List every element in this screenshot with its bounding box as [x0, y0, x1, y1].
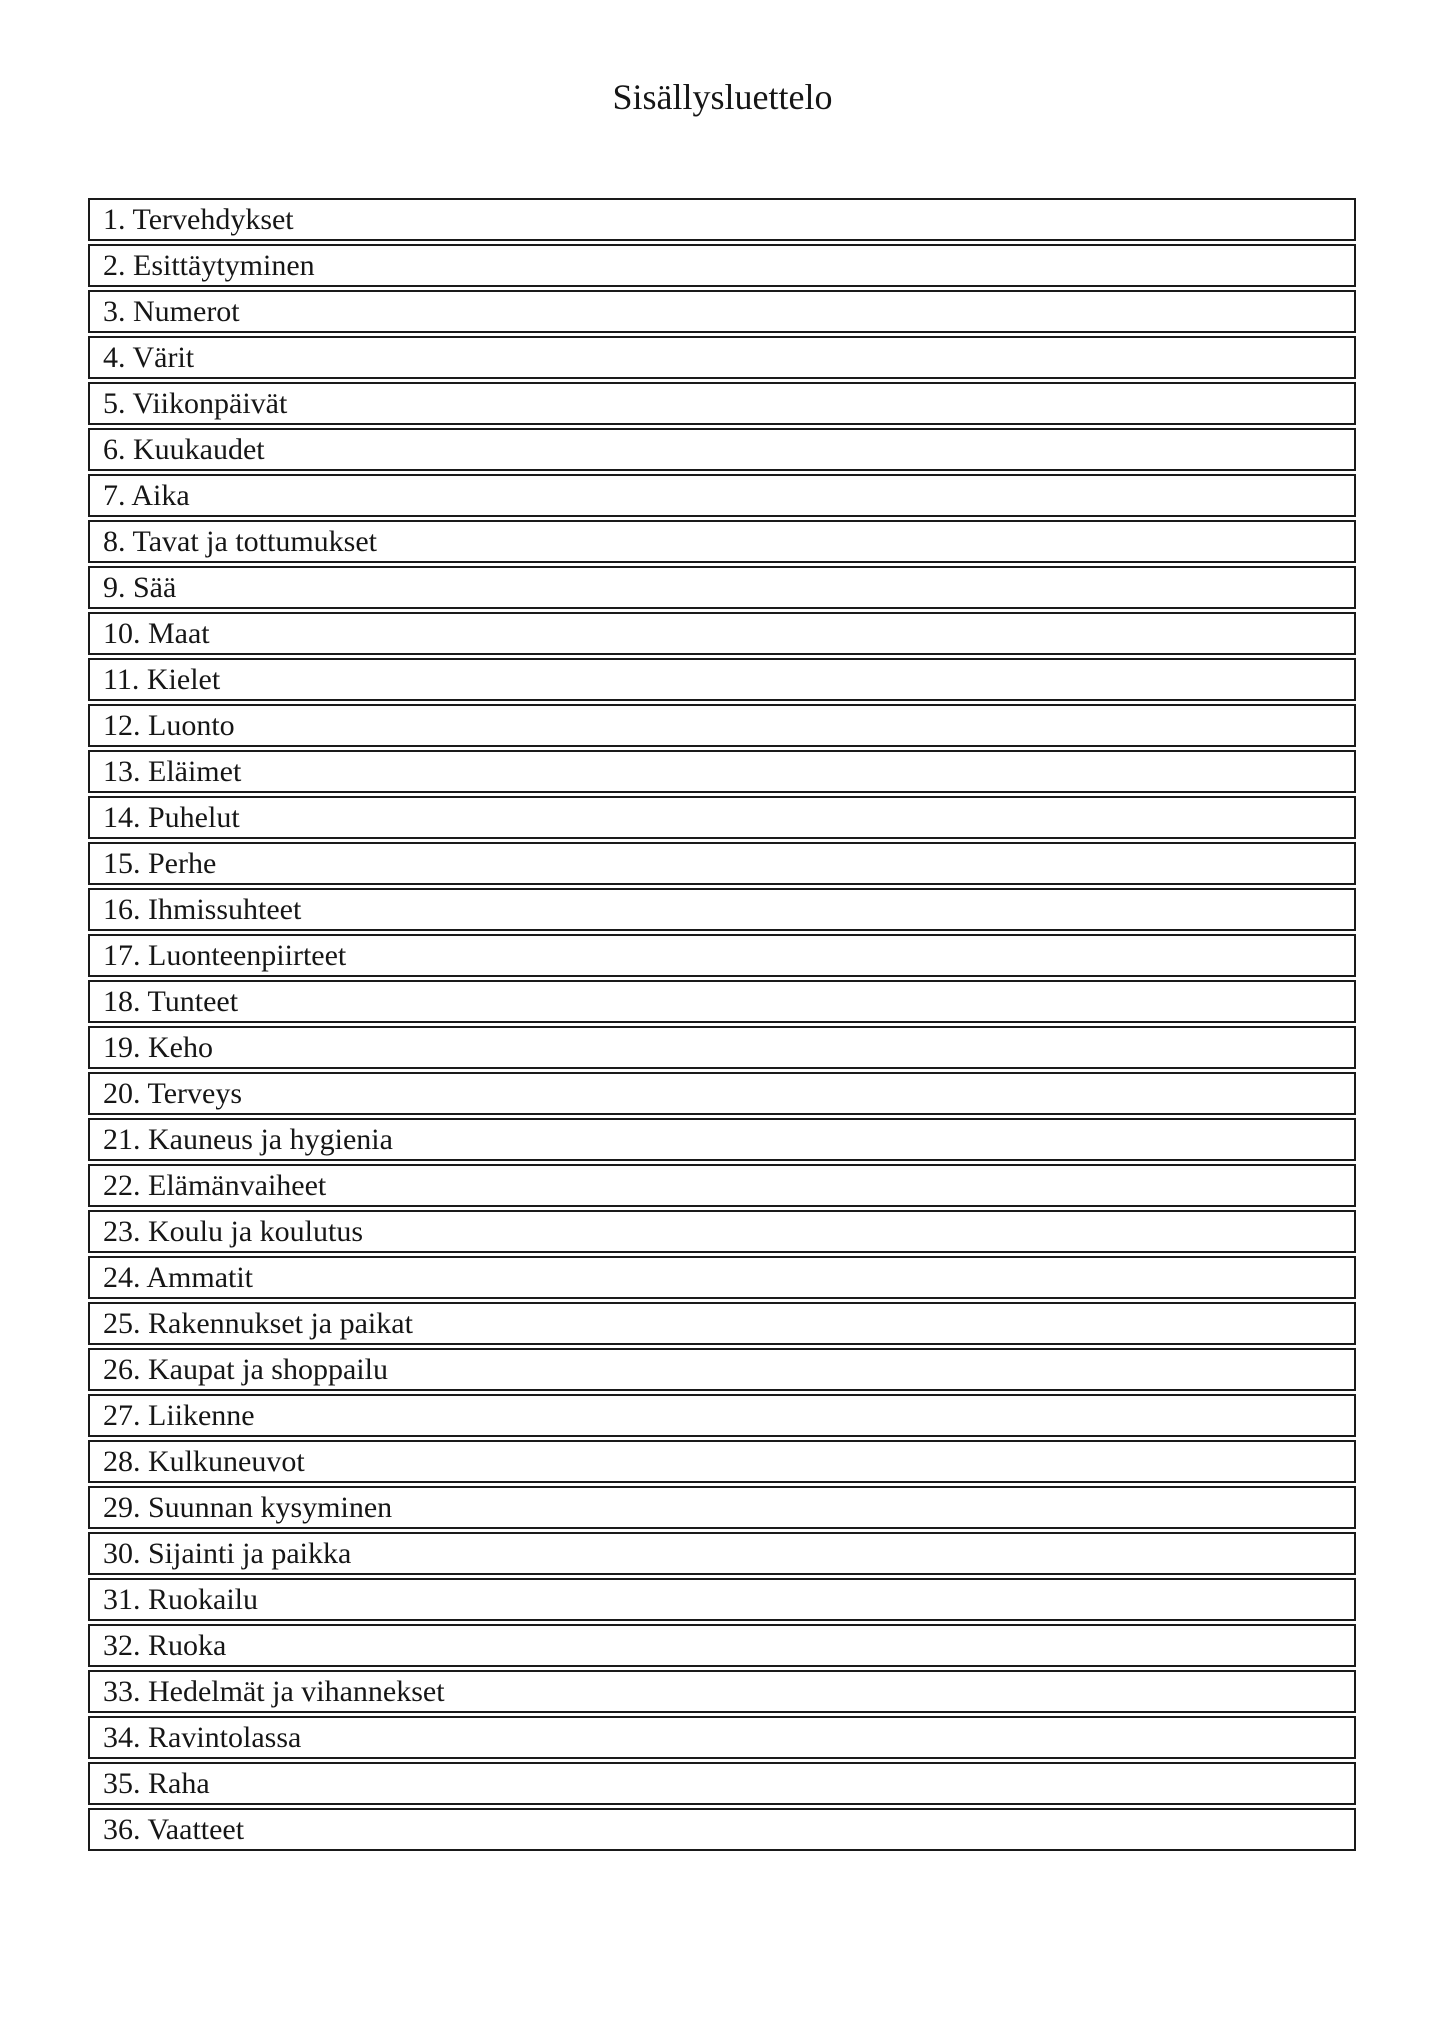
toc-row-title: Tunteet — [147, 985, 239, 1018]
toc-row-number: 22. — [103, 1169, 141, 1202]
toc-row — [88, 1624, 1356, 1667]
toc-row — [88, 1808, 1356, 1851]
toc-row — [88, 612, 1356, 655]
toc-row-title: Ammatit — [146, 1261, 254, 1294]
toc-row — [88, 1072, 1356, 1115]
toc-row — [88, 474, 1356, 517]
toc-row-number: 18. — [103, 985, 141, 1018]
toc-row-number: 23. — [103, 1215, 141, 1248]
toc-row — [88, 1532, 1356, 1575]
toc-row — [88, 1302, 1356, 1345]
toc-row-number: 2. — [103, 249, 126, 282]
toc-row — [88, 1164, 1356, 1207]
toc-row-number: 33. — [103, 1675, 141, 1708]
toc-row-title: Liikenne — [148, 1399, 255, 1432]
toc-row-title: Esittäytyminen — [133, 249, 315, 282]
toc-row-title: Eläimet — [148, 755, 242, 788]
toc-row — [88, 1210, 1356, 1253]
toc-row — [88, 520, 1356, 563]
toc-row-number: 6. — [103, 433, 126, 466]
toc-row-title: Puhelut — [148, 801, 240, 834]
toc-row — [88, 1440, 1356, 1483]
toc-row — [88, 980, 1356, 1023]
toc-row — [88, 1762, 1356, 1805]
toc-row-title: Ravintolassa — [148, 1721, 302, 1754]
toc-row-title: Numerot — [133, 295, 240, 328]
toc-row-number: 19. — [103, 1031, 141, 1064]
toc-row-title: Keho — [148, 1031, 213, 1064]
toc-row-title: Tervehdykset — [132, 203, 294, 236]
toc-row-title: Elämänvaiheet — [148, 1169, 327, 1202]
toc-row — [88, 888, 1356, 931]
toc-row-title: Terveys — [147, 1077, 242, 1110]
toc-row-number: 9. — [103, 571, 126, 604]
toc-row-title: Tavat ja tottumukset — [132, 525, 377, 558]
toc-row-number: 26. — [103, 1353, 141, 1386]
toc-row-title: Raha — [148, 1767, 210, 1800]
toc-row-number: 35. — [103, 1767, 141, 1800]
toc-row-number: 16. — [103, 893, 141, 926]
toc-row-number: 32. — [103, 1629, 141, 1662]
toc-row-number: 17. — [103, 939, 141, 972]
toc-row — [88, 1716, 1356, 1759]
toc-row-title: Ihmissuhteet — [148, 893, 302, 926]
toc-row-number: 36. — [103, 1813, 141, 1846]
toc-table — [88, 198, 1356, 1851]
toc-row-number: 24. — [103, 1261, 141, 1294]
toc-row-title: Rakennukset ja paikat — [148, 1307, 413, 1340]
toc-row — [88, 382, 1356, 425]
toc-row-number: 25. — [103, 1307, 141, 1340]
toc-row-number: 15. — [103, 847, 141, 880]
toc-row-number: 7. — [103, 479, 126, 512]
toc-row — [88, 1394, 1356, 1437]
toc-row — [88, 1256, 1356, 1299]
toc-row — [88, 336, 1356, 379]
toc-row-title: Kauneus ja hygienia — [148, 1123, 393, 1156]
toc-row — [88, 934, 1356, 977]
toc-row-title: Kielet — [146, 663, 221, 696]
toc-row-number: 4. — [103, 341, 126, 374]
toc-row — [88, 244, 1356, 287]
toc-row — [88, 1026, 1356, 1069]
toc-row-title: Viikonpäivät — [132, 387, 288, 420]
toc-row-number: 34. — [103, 1721, 141, 1754]
toc-row — [88, 842, 1356, 885]
toc-row-number: 11. — [103, 663, 140, 696]
toc-row-number: 5. — [103, 387, 126, 420]
toc-row-number: 13. — [103, 755, 141, 788]
toc-row — [88, 1348, 1356, 1391]
toc-row-title: Maat — [148, 617, 210, 650]
toc-row-title: Hedelmät ja vihannekset — [148, 1675, 445, 1708]
toc-row-title: Aika — [131, 479, 190, 512]
toc-row — [88, 658, 1356, 701]
toc-row — [88, 1670, 1356, 1713]
toc-row-number: 3. — [103, 295, 126, 328]
toc-row-number: 20. — [103, 1077, 141, 1110]
toc-row — [88, 1118, 1356, 1161]
toc-row-number: 27. — [103, 1399, 141, 1432]
toc-row-title: Vaatteet — [147, 1813, 245, 1846]
toc-row-title: Kulkuneuvot — [148, 1445, 305, 1478]
toc-row-title: Sijainti ja paikka — [148, 1537, 352, 1570]
toc-row-title: Luonto — [148, 709, 235, 742]
toc-row — [88, 428, 1356, 471]
toc-row-title: Koulu ja koulutus — [148, 1215, 363, 1248]
toc-row — [88, 566, 1356, 609]
toc-row-number: 12. — [103, 709, 141, 742]
toc-row — [88, 198, 1356, 241]
toc-row-number: 10. — [103, 617, 141, 650]
toc-row-title: Sää — [133, 571, 177, 604]
toc-row-title: Ruoka — [148, 1629, 227, 1662]
toc-row — [88, 290, 1356, 333]
toc-row-number: 28. — [103, 1445, 141, 1478]
toc-row-number: 14. — [103, 801, 141, 834]
toc-row-number: 31. — [103, 1583, 141, 1616]
toc-row-title: Luonteenpiirteet — [148, 939, 347, 972]
toc-row — [88, 704, 1356, 747]
toc-row-number: 1. — [103, 203, 126, 236]
toc-row-title: Kaupat ja shoppailu — [148, 1353, 388, 1386]
toc-row-number: 29. — [103, 1491, 141, 1524]
toc-row-title: Perhe — [148, 847, 217, 880]
toc-row-number: 8. — [103, 525, 126, 558]
toc-row-title: Kuukaudet — [133, 433, 265, 466]
toc-row-title: Ruokailu — [148, 1583, 258, 1616]
toc-row-number: 21. — [103, 1123, 141, 1156]
toc-row — [88, 1578, 1356, 1621]
toc-row-title: Värit — [132, 341, 195, 374]
toc-row-number: 30. — [103, 1537, 141, 1570]
page-title: Sisällysluettelo — [612, 77, 833, 117]
toc-row — [88, 796, 1356, 839]
toc-row — [88, 750, 1356, 793]
toc-row — [88, 1486, 1356, 1529]
toc-row-title: Suunnan kysyminen — [148, 1491, 393, 1524]
